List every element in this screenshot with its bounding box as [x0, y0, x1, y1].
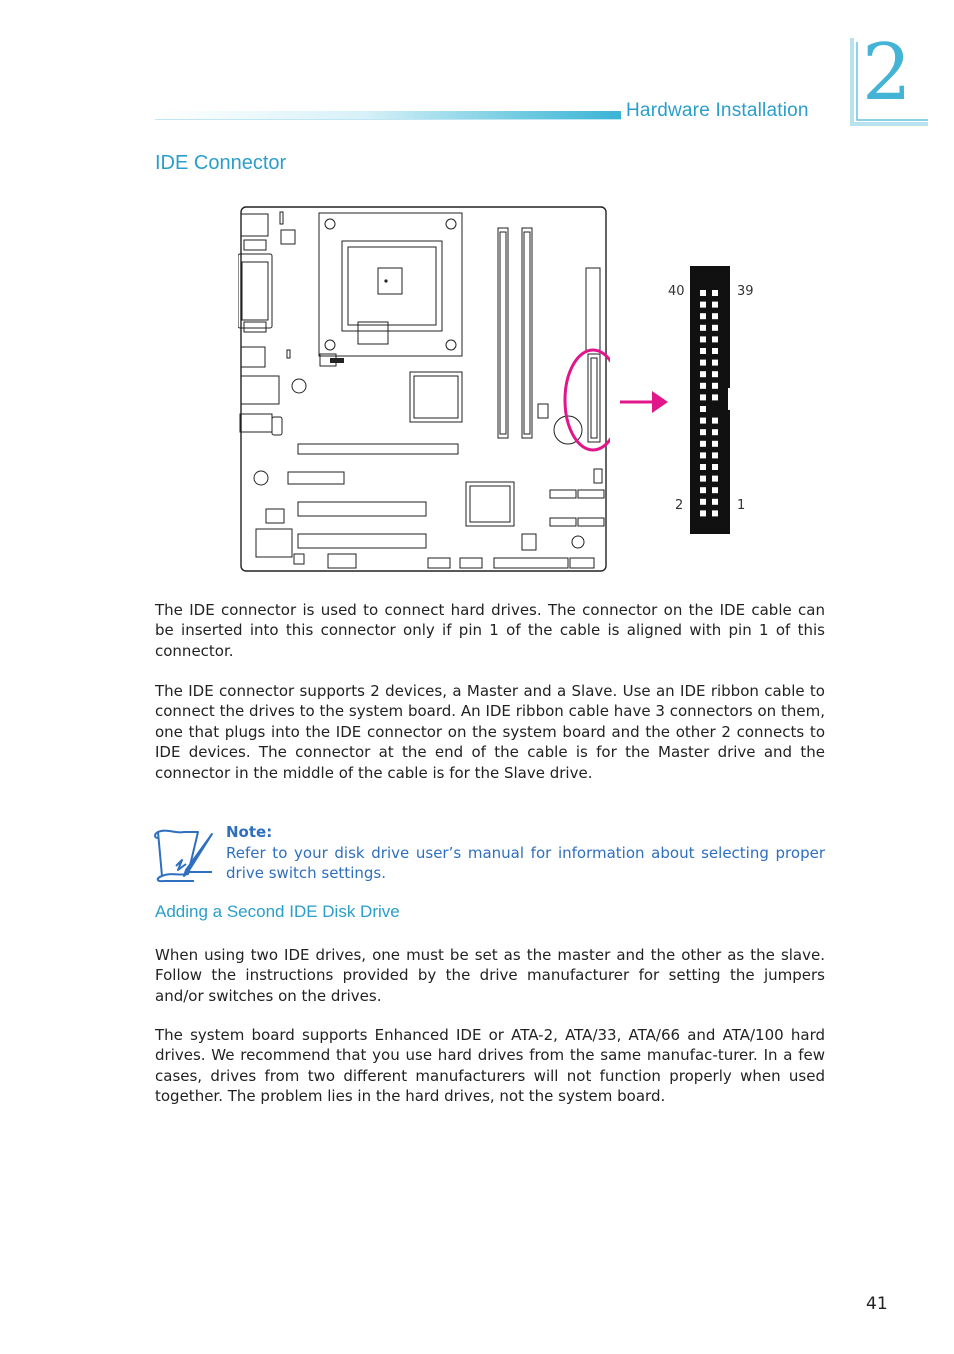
ide-pin: [712, 290, 718, 296]
ide-pin: [712, 429, 718, 435]
ide-pin: [700, 406, 706, 412]
ide-pin: [700, 313, 706, 319]
ide-pin: [700, 429, 706, 435]
ide-pin: [712, 510, 718, 516]
header-gradient-bar: [155, 111, 621, 119]
ide-pin: [700, 452, 706, 458]
ide-pin: [700, 510, 706, 516]
ide-pin: [712, 360, 718, 366]
ide-pin: [712, 441, 718, 447]
ide-pin: [712, 371, 718, 377]
ide-pin: [700, 360, 706, 366]
page-number: 41: [866, 1294, 888, 1314]
note-text: Refer to your disk drive user’s manual for information about selecting proper drive switch settings.: [226, 844, 825, 883]
ide-pin: [712, 348, 718, 354]
ide-pin: [712, 499, 718, 505]
ide-pin: [700, 336, 706, 342]
ide-pin: [712, 394, 718, 400]
ide-pin: [712, 336, 718, 342]
ide-pin-header: [660, 262, 740, 538]
pin-label-39: 39: [737, 284, 754, 299]
paragraph-devices: The IDE connector supports 2 devices, a Master and a Slave. Use an IDE ribbon cable to connect the drives to the system board. An IDE ribbon cable have 3 connectors on them, one that plugs into the IDE connector on the system board and the other 2 connects to IDE devices. The connector at the end of the cable is for the Master drive and the connector in the middle of the cable is for the Slave drive.: [155, 682, 825, 782]
ide-pin: [700, 418, 706, 424]
ide-pin: [700, 383, 706, 389]
note-label: Note:: [226, 823, 273, 841]
ide-pin: [700, 487, 706, 493]
ide-pin: [712, 487, 718, 493]
page-title: IDE Connector: [155, 152, 287, 174]
ide-pin: [700, 394, 706, 400]
ide-pin: [712, 418, 718, 424]
ide-pin: [712, 452, 718, 458]
pin-label-1: 1: [737, 498, 746, 513]
ide-pin: [712, 476, 718, 482]
pin-label-2: 2: [675, 498, 684, 513]
ide-pin: [700, 476, 706, 482]
ide-pin: [712, 302, 718, 308]
note-scroll-icon: [152, 826, 218, 884]
ide-pin: [700, 290, 706, 296]
pin-label-40: 40: [668, 284, 685, 299]
ide-pin: [700, 441, 706, 447]
ide-pin: [712, 325, 718, 331]
ide-pin: [700, 348, 706, 354]
paragraph-second-drive: When using two IDE drives, one must be set as the master and the other as the slave. Follow the instructions provided by the drive manufacturer for setting the jumpers and/or switches on the drives.: [155, 946, 825, 1005]
ide-pin: [700, 464, 706, 470]
ide-pin: [712, 464, 718, 470]
section-title: Hardware Installation: [626, 100, 809, 121]
chapter-number: 2: [862, 28, 912, 118]
ide-pin: [700, 499, 706, 505]
ide-pin: [700, 325, 706, 331]
ide-pin: [700, 371, 706, 377]
ide-pin: [712, 383, 718, 389]
motherboard-icon: [238, 204, 610, 576]
paragraph-ata-support: The system board supports Enhanced IDE or ATA-2, ATA/33, ATA/66 and ATA/100 hard drives. We recommend that you use hard drives from the same manufac-turer. In a few cases, drives from two different manufacturers will not function properly when used together. The problem lies in the hard drives, not the system board.: [155, 1026, 825, 1106]
ide-pin: [700, 302, 706, 308]
header-underline: [155, 119, 621, 120]
paragraph-intro: The IDE connector is used to connect hard drives. The connector on the IDE cable can be inserted into this connector only if pin 1 of the cable is aligned with pin 1 of this connector.: [155, 601, 825, 660]
ide-pin: [712, 313, 718, 319]
section-subheading: Adding a Second IDE Disk Drive: [155, 902, 400, 921]
